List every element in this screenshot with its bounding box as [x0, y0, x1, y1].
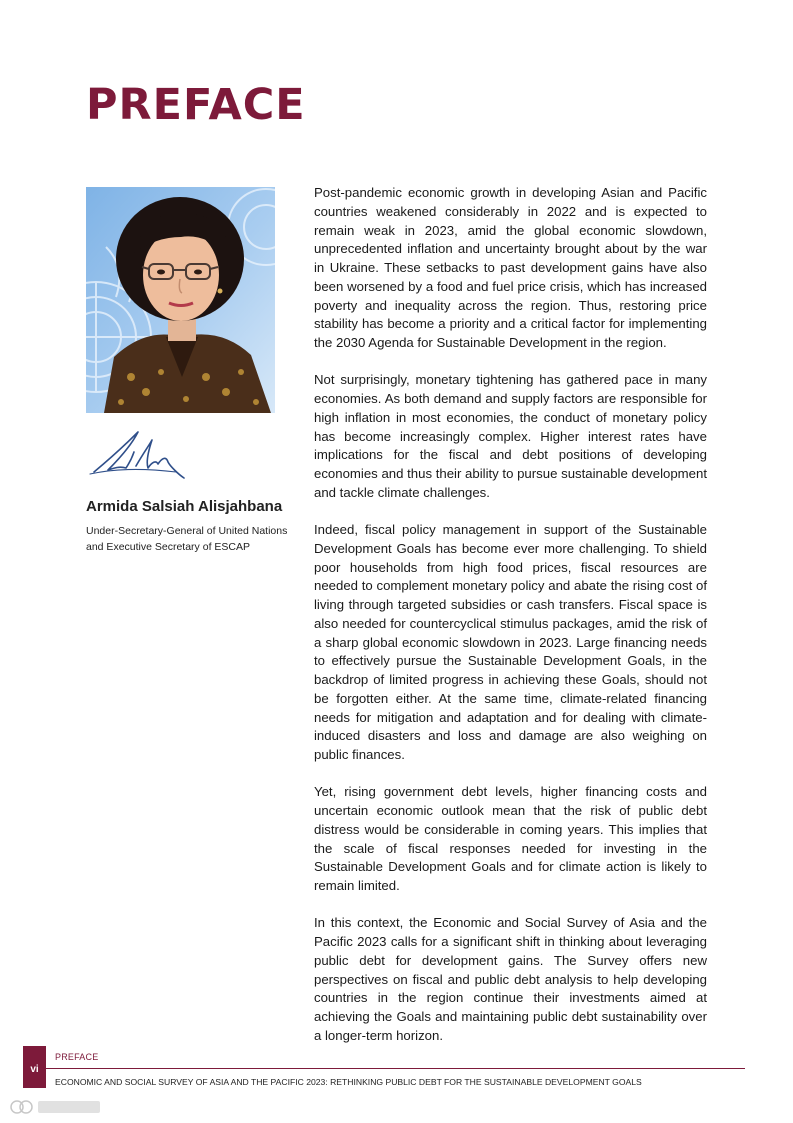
portrait-illustration: [86, 187, 275, 413]
paragraph: Not surprisingly, monetary tightening has gathered pace in many economies. As both demand and supply factors are responsible for high inflation in most economies, the conduct of monetary policy has become increasingly complex. Higher interest rates have implications for the fiscal and debt positions of developing economies and thus their ability to pursue sustainable development and tackle climate challenges.: [314, 372, 707, 500]
page-number: vi: [30, 1064, 39, 1075]
watermark-logo: [8, 1096, 108, 1118]
signer-title: Under-Secretary-General of United Nations and Executive Secretary of ESCAP: [86, 525, 288, 553]
preface-body: [314, 184, 707, 1064]
paragraph: Yet, rising government debt levels, higher financing costs and uncertain economic outlook mean that the risk of public debt distress would be considerable in coming years. This implies that the scale of fiscal responses needed for investing in the Sustainable Development Goals and for climate action is likely to remain limited.: [314, 784, 707, 893]
portrait-photo: [86, 187, 275, 413]
signature: [86, 422, 196, 486]
page-title: PREFACE: [86, 80, 306, 130]
signer-name: Armida Salsiah Alisjahbana: [86, 498, 283, 515]
paragraph: Post-pandemic economic growth in developing Asian and Pacific countries weakened considerably in 2022 and is expected to remain weak in 2023, amid the global economic slowdown, unprecedented inflation and uncertainty brought about by the war in Ukraine. These setbacks to past development gains have also been worsened by a food and fuel price crisis, which has increased poverty and inequality across the region. Thus, restoring price stability has become a priority and a critical factor for implementing the 2030 Agenda for Sustainable Development in the region.: [314, 185, 707, 350]
footer-divider: [46, 1068, 745, 1069]
paragraph: In this context, the Economic and Social Survey of Asia and the Pacific 2023 calls for a significant shift in thinking about leveraging public debt for development gains. The Survey offers new perspectives on fiscal and public debt analysis to help developing countries in the region continue their investments aimed at achieving the Goals and maintaining public debt sustainability over a longer-term horizon.: [314, 915, 707, 1043]
paragraph: Indeed, fiscal policy management in support of the Sustainable Development Goals has become ever more challenging. To shield poor households from high food prices, fiscal resources are needed to complement monetary policy and abate the rising cost of living through targeted subsidies or cash transfers. Fiscal space is also needed for countercyclical stimulus packages, amid the risk of a sharp global economic slowdown in 2023. Large financing needs to effectively pursue the Sustainable Development Goals, in the backdrop of limited progress in achieving these Goals, should not be forgotten either. At the same time, climate-related financing needs for mitigation and adaptation and for dealing with climate-induced disasters and loss and damage are also weighing on public finances.: [314, 522, 707, 762]
footer-section-label: PREFACE: [55, 1052, 99, 1062]
footer-document-title: ECONOMIC AND SOCIAL SURVEY OF ASIA AND THE PACIFIC 2023: RETHINKING PUBLIC DEBT FOR THE SUSTAINABLE DEVELOPMENT GOALS: [55, 1077, 642, 1087]
